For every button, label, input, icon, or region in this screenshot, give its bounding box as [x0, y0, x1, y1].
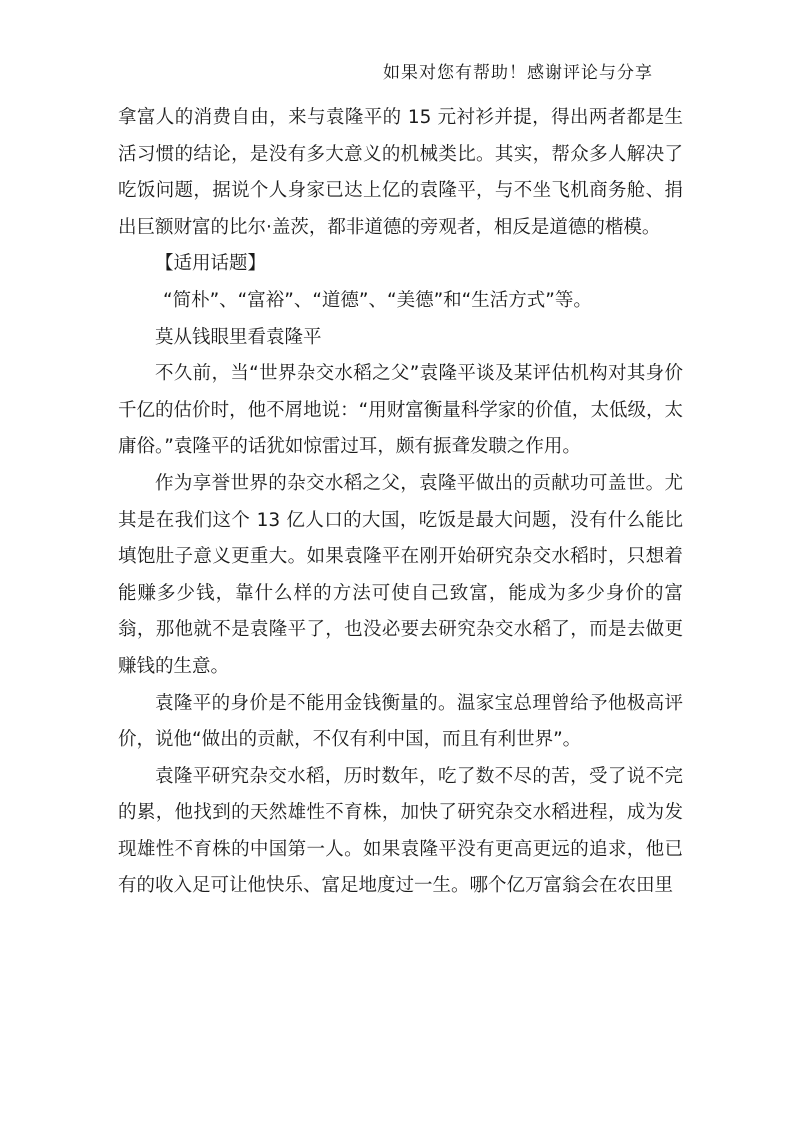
paragraph-continuation: 拿富人的消费自由，来与袁隆平的 15 元衬衫并提，得出两者都是生活习惯的结论，是没有多大意义的机械类比。其实，帮众多人解决了吃饭问题，据说个人身家已达上亿的袁隆平，与不坐飞机商务舱、捐出巨额财富的比尔·盖茨，都非道德的旁观者，相反是道德的楷模。: [118, 107, 683, 238]
document-body: [118, 100, 683, 905]
paragraph: 作为享誉世界的杂交水稻之父，袁隆平做出的贡献功可盖世。尤其是在我们这个 13 亿人口的大国，吃饭是最大问题，没有什么能比填饱肚子意义更重大。如果袁隆平在刚开始研究杂交水稻时，只想着能赚多少钱，靠什么样的方法可使自己致富，能成为多少身价的富翁，那他就不是袁隆平了，也没必要去研究杂交水稻了，而是去做更赚钱的生意。: [118, 472, 683, 677]
page-header: 如果对您有帮助！感谢评论与分享: [383, 63, 653, 83]
topic-list: “简朴”、“富裕”、“道德”、“美德”和“生活方式”等。: [163, 289, 592, 311]
topic-heading: 【适用话题】: [155, 253, 267, 275]
paragraph: 袁隆平的身价是不能用金钱衡量的。温家宝总理曾给予他极高评价，说他“做出的贡献，不仅有利中国，而且有利世界”。: [118, 692, 683, 751]
article-title: 莫从钱眼里看袁隆平: [155, 326, 322, 348]
paragraph: 不久前，当“世界杂交水稻之父”袁隆平谈及某评估机构对其身价千亿的估价时，他不屑地说：“用财富衡量科学家的价值，太低级，太庸俗。”袁隆平的话犹如惊雷过耳，颇有振聋发聩之作用。: [118, 363, 683, 458]
paragraph: 袁隆平研究杂交水稻，历时数年，吃了数不尽的苦，受了说不完的累，他找到的天然雄性不育株，加快了研究杂交水稻进程，成为发现雄性不育株的中国第一人。如果袁隆平没有更高更远的追求，他已有的收入足可让他快乐、富足地度过一生。哪个亿万富翁会在农田里: [118, 765, 683, 897]
